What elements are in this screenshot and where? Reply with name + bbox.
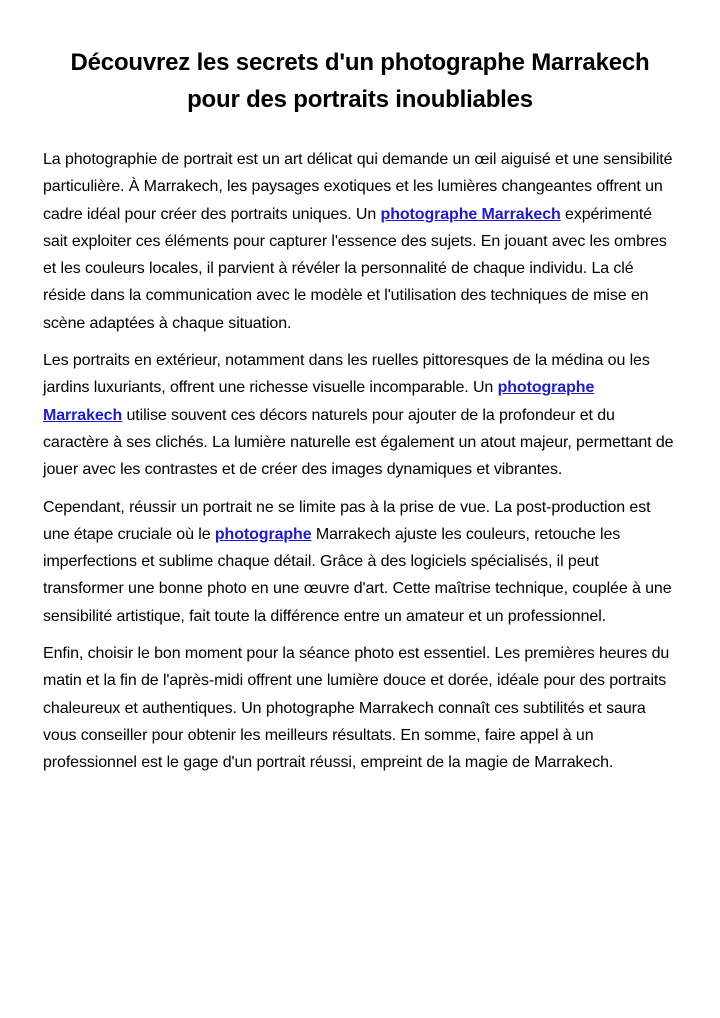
- photographe-marrakech-link[interactable]: photographe Marrakech: [43, 379, 595, 424]
- paragraph-text: Les portraits en extérieur, notamment dans les ruelles pittoresques de la médina ou les jardins luxuriants, offrent une richesse visuelle incomparable. Un: [43, 352, 650, 397]
- paragraph-4: Enfin, choisir le bon moment pour la séance photo est essentiel. Les premières heures du matin et la fin de l'après-midi offrent une lumière douce et dorée, idéale pour des portraits chaleureux et authentiques. Un photographe Marrakech connaît ces subtilités et saura vous conseiller pour obtenir les meilleurs résultats. En somme, faire appel à un professionnel est le gage d'un portrait réussi, empreint de la magie de Marrakech.: [43, 645, 670, 772]
- photographe-link[interactable]: photographe: [214, 525, 312, 543]
- paragraph-text: Marrakech ajuste les couleurs, retouche les imperfections et sublime chaque détail. Grâce à des logiciels spécialisés, il peut transformer une bonne photo en une œuvre d'art. Cette maîtrise technique, couplée à une sensibilité artistique, fait toute la différence entre un amateur et un professionnel.: [43, 525, 672, 625]
- paragraph-text: expérimenté sait exploiter ces éléments pour capturer l'essence des sujets. En jouant avec les ombres et les couleurs locales, il parvient à révéler la personnalité de chaque individu. La clé réside dans la communication avec le modèle et l'utilisation des techniques de mise en scène adaptées à chaque situation.: [43, 205, 667, 332]
- photographe-marrakech-link[interactable]: photographe Marrakech: [380, 205, 561, 223]
- paragraph-1: [43, 146, 677, 337]
- paragraph-2: [43, 347, 677, 483]
- paragraph-3: [43, 494, 677, 630]
- paragraph-text: La photographie de portrait est un art délicat qui demande un œil aiguisé et une sensibilité particulière. À Marrakech, les paysages exotiques et les lumières changeantes offrent un cadre idéal pour créer des portraits uniques. Un: [43, 151, 673, 223]
- paragraph-text: Cependant, réussir un portrait ne se limite pas à la prise de vue. La post-production est une étape cruciale où le: [43, 498, 651, 543]
- paragraph-text: utilise souvent ces décors naturels pour ajouter de la profondeur et du caractère à ses clichés. La lumière naturelle est également un atout majeur, permettant de jouer avec les contrastes et de créer des images dynamiques et vibrantes.: [43, 406, 674, 479]
- page-title: Découvrez les secrets d'un photographe Marrakech pour des portraits inoubliables: [70, 49, 650, 113]
